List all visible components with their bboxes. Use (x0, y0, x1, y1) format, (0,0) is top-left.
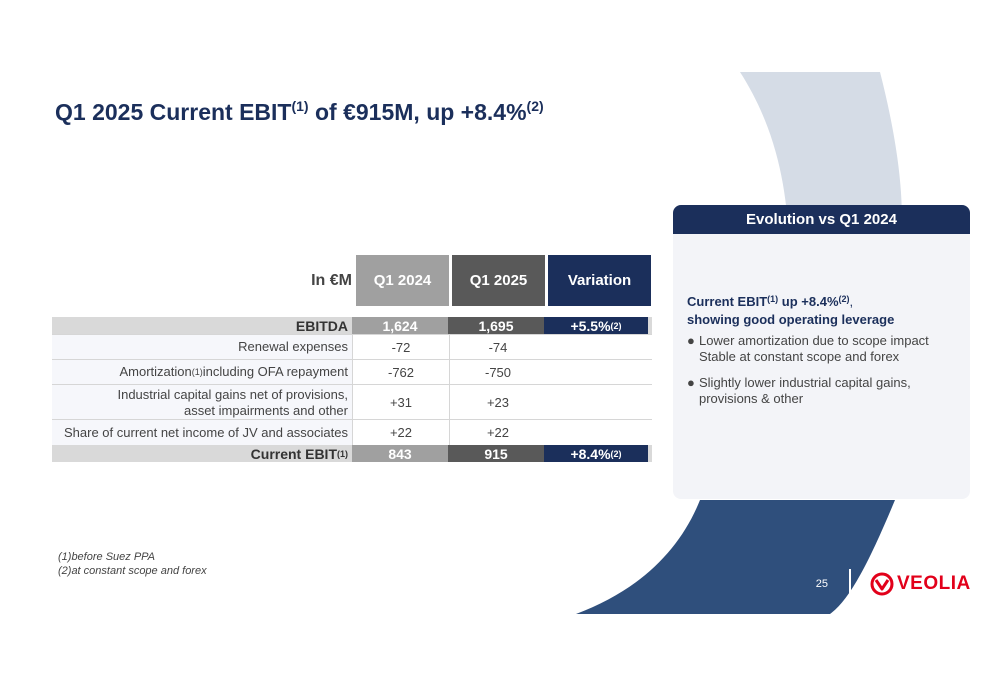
column-header-q1-2024: Q1 2024 (356, 255, 449, 306)
unit-label: In €M (311, 271, 352, 289)
panel-subtitle: Current EBIT$^{(1)}$ up +8.4%$^{(2)}$, showing good operating leverage (687, 294, 895, 327)
table-row (52, 419, 652, 446)
veolia-logo (870, 570, 980, 598)
row-label: Industrial capital gains net of provisions, asset impairments and other (52, 385, 352, 419)
row-label: EBITDA (52, 317, 352, 334)
cell-q1-2024: -762 (352, 360, 449, 384)
bullet-item: ● Slightly lower industrial capital gains, provisions & other (687, 375, 911, 406)
table-row (52, 334, 652, 359)
divider (849, 569, 851, 600)
veolia-logo-icon (870, 572, 894, 596)
cell-q1-2024: +31 (352, 385, 449, 419)
row-label: Renewal expenses (52, 335, 352, 359)
cell-q1-2025: +23 (449, 385, 546, 419)
logo-text: VEOLIA (897, 573, 971, 594)
cell-q1-2025: 915 (448, 445, 544, 462)
bullet-dot-icon: ● (687, 333, 695, 348)
swoosh-dark-band (576, 500, 895, 614)
cell-q1-2024: 843 (352, 445, 448, 462)
bullet-dot-icon: ● (687, 375, 695, 390)
table-row (52, 359, 652, 384)
table-row (52, 384, 652, 419)
page-number: 25 (815, 578, 828, 590)
cell-q1-2024: +22 (352, 420, 449, 445)
cell-q1-2025: 1,695 (448, 317, 544, 334)
cell-q1-2025: +22 (449, 420, 546, 445)
column-header-variation: Variation (548, 255, 651, 306)
footnote: (2)at constant scope and forex (58, 565, 207, 577)
cell-q1-2024: -72 (352, 335, 449, 359)
row-label: Current EBIT (1) (52, 445, 352, 462)
bullet-item: ● Lower amortization due to scope impact Stable at constant scope and forex (687, 333, 929, 364)
cell-variation: +5.5% (2) (544, 317, 648, 334)
cell-q1-2025: -74 (449, 335, 546, 359)
ebitda-row (52, 317, 652, 334)
row-label: Amortization (1) including OFA repayment (52, 360, 352, 384)
page-title: Q1 2025 Current EBIT$^{(1)}$ of €915M, up +8.4%$^{(2)}$ (55, 98, 544, 125)
cell-variation: +8.4% (2) (544, 445, 648, 462)
cell-q1-2024: 1,624 (352, 317, 448, 334)
cell-q1-2025: -750 (449, 360, 546, 384)
panel-header: Evolution vs Q1 2024 (673, 205, 970, 234)
column-header-q1-2025: Q1 2025 (452, 255, 545, 306)
row-label: Share of current net income of JV and associates (52, 420, 352, 445)
current-ebit-row (52, 445, 652, 462)
footnote: (1)before Suez PPA (58, 551, 156, 563)
